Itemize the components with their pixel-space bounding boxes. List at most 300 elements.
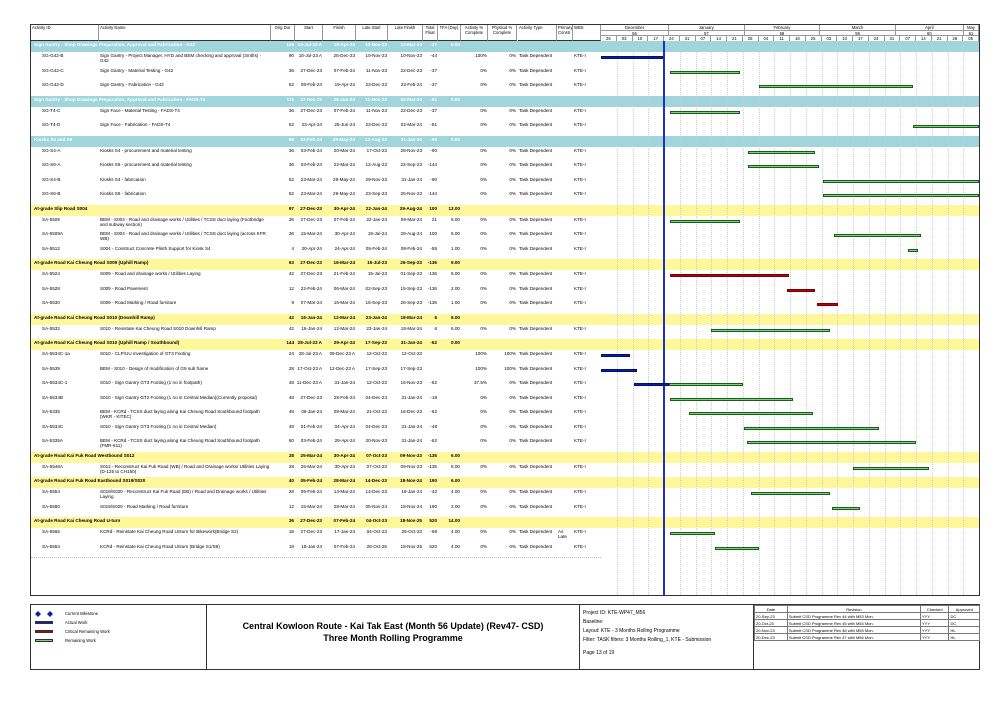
cell-dur: 52: [288, 191, 294, 196]
week-label: 05: [963, 35, 979, 41]
cell-dur: 12: [288, 285, 294, 291]
group-name: At-grade Road Kai Fuk Road Westbound S012: [34, 452, 135, 458]
cell-lf: 12-Oct-23: [401, 351, 422, 356]
cell-ls: 17-Sep-23: [365, 340, 387, 345]
cell-ls: 11-Nov-23: [365, 96, 387, 102]
cell-pcons: [557, 463, 573, 478]
group-name: Sign Gantry - Shop Drawings Preparation, Approval and Fabrication - FADS-T4: [34, 96, 206, 102]
cell-wbs: KTE-I: [574, 503, 586, 509]
activity-row: [31, 528, 601, 544]
cell-dur: 36: [288, 67, 294, 73]
cell-lf: 18-Mar-24: [400, 314, 422, 320]
cell-start: 16-Jan-24: [300, 314, 322, 320]
cell-dur: 28: [288, 452, 294, 458]
cell-tfa: 4.00: [451, 489, 460, 494]
cell-lf: 25-Nov-23: [400, 191, 422, 196]
activity-row: [31, 325, 601, 341]
cell-tf: -90: [430, 147, 437, 153]
cell-tf: -55: [430, 245, 437, 251]
activity-bar: [832, 507, 860, 510]
cell-tfa: 0.00: [451, 340, 460, 345]
cell-lf: 22-Feb-24: [400, 82, 422, 87]
cell-start: 10-Jul-23 A: [297, 42, 322, 47]
revision-cell: 20-Sep-23: [755, 613, 788, 620]
cell-start: 27-Dec-23: [300, 67, 322, 73]
cell-tfa: 4.00: [451, 543, 460, 549]
cell-finish: 22-Mar-24: [333, 162, 355, 167]
cell-tfa: [438, 365, 461, 380]
cell-dur: 36: [288, 216, 294, 222]
page-number: Page 13 of 19: [583, 650, 615, 656]
schedule-sheet: [30, 24, 980, 596]
cell-dur: 36: [288, 147, 294, 153]
cell-ac: 0%: [480, 409, 487, 414]
cell-tfa: [438, 81, 461, 96]
cell-start: 20-Apr-24: [301, 245, 322, 251]
cell-id: SA-5335: [42, 409, 60, 414]
cell-finish: 09-Dec-23 A: [329, 351, 355, 356]
gridline: [617, 41, 618, 595]
cell-start: 03-Feb-24: [300, 136, 322, 142]
week-label: 14: [916, 35, 932, 41]
week-label: 18: [790, 35, 806, 41]
cell-lf: 17-Sep-23: [400, 365, 422, 371]
cell-dur: 42: [288, 325, 294, 331]
cell-pcons: [557, 52, 573, 67]
cell-finish: 31-Jan-24: [334, 380, 355, 385]
revision-header: Checked: [921, 606, 949, 613]
wbs-group-row: [31, 339, 601, 350]
cell-tfa: 0.00: [451, 42, 460, 47]
cell-ls: 04-Dec-23: [365, 423, 387, 429]
cell-ac: 100%: [475, 53, 487, 58]
cell-pc: 0%: [509, 380, 516, 385]
cell-ls: 12-Oct-23: [366, 351, 387, 356]
legend-item: [35, 629, 110, 634]
activity-row: [31, 230, 601, 246]
cell-name: Sign Gantry - Material Testing - G42: [100, 67, 174, 73]
cell-type: Task Dependent: [519, 176, 553, 182]
activity-bar: [670, 71, 740, 74]
gridline: [790, 41, 791, 595]
cell-pc: 0%: [509, 107, 516, 113]
cell-start: 25-Mar-24: [300, 463, 322, 469]
revision-table: [753, 605, 980, 669]
cell-tfa: 1.00: [451, 245, 460, 251]
cell-tf: 190: [429, 503, 437, 509]
wbs-group-row: [31, 41, 601, 52]
cell-ac: 0%: [480, 216, 487, 222]
cell-type: Task Dependent: [519, 409, 553, 414]
cell-dur: 36: [288, 107, 294, 113]
gridline: [837, 41, 838, 595]
cell-type: Task Dependent: [519, 107, 553, 113]
cell-id: SA-5560: [42, 503, 60, 509]
cell-pcons: As Late: [558, 529, 567, 540]
cell-tfa: [438, 408, 461, 423]
cell-start: 23-Mar-24: [300, 191, 322, 196]
cell-tfa: 14.00: [448, 518, 460, 523]
cell-type: Task Dependent: [519, 300, 553, 305]
week-label: 14: [711, 35, 727, 41]
cell-tfa: 6.00: [451, 452, 460, 458]
cell-ls: 23-Dec-23: [365, 122, 387, 127]
cell-name: Sign Face - Material Testing - FADS-T4: [100, 107, 180, 113]
revision-cell: 20-Oct-23: [755, 620, 788, 627]
cell-tf: -37: [430, 82, 437, 87]
gridline: [806, 41, 807, 595]
cell-ac: 0%: [480, 394, 487, 400]
cell-type: Task Dependent: [519, 394, 553, 400]
cell-name: Sign Gantry - Project Manager, HYD and BEM checking and approval (3mths) - G42: [100, 53, 262, 64]
week-label: 31: [885, 35, 901, 41]
cell-pcons: [557, 350, 573, 365]
cell-ac: 0%: [480, 543, 487, 549]
cell-id: SA-5512: [42, 245, 60, 251]
cell-type: Task Dependent: [519, 231, 553, 236]
legend-swatch: [35, 621, 53, 624]
column-header: Total Float: [423, 25, 438, 41]
cell-ls: 10-Nov-23: [365, 42, 387, 47]
cell-ac: 0%: [480, 463, 487, 469]
week-label: 10: [633, 35, 649, 41]
activity-row: [31, 161, 601, 177]
cell-lf: 18-Nov-24: [400, 503, 422, 509]
cell-finish: 19-Apr-24: [334, 82, 355, 87]
cell-pc: 0%: [509, 394, 516, 400]
cell-name: S009 - Road and drainage works / Utilities Laying: [100, 271, 201, 276]
gridline: [633, 41, 634, 595]
cell-wbs: KTE-I: [574, 463, 586, 469]
cell-pcons: [557, 121, 573, 136]
column-header: Start: [295, 25, 323, 41]
cell-tf: -136: [427, 300, 437, 305]
activity-bar: [913, 125, 979, 128]
group-name: Kiosks S4 and S6: [34, 136, 73, 142]
cell-start: 22-Feb-24: [300, 285, 322, 291]
cell-start: 27-Dec-23: [300, 529, 322, 534]
gridline: [680, 41, 681, 595]
activity-row: [31, 379, 601, 395]
revision-grid: [754, 605, 980, 641]
cell-lf: 18-Mar-24: [400, 325, 422, 331]
week-label: 04: [759, 35, 775, 41]
cell-pc: 0%: [509, 176, 516, 182]
cell-finish: 17-Jan-24: [334, 529, 355, 534]
cell-tfa: 4.00: [451, 529, 460, 534]
revision-cell: DC: [949, 613, 980, 620]
cell-name: BEM - KCRd - TCSS duct laying along Kai Cheung Road Southbound footpath (FMR-611): [100, 438, 260, 449]
cell-pc: 0%: [509, 53, 516, 58]
cell-id: SA-5564: [42, 543, 60, 549]
cell-tf: 520: [429, 543, 437, 549]
legend-label: Actual Work: [65, 620, 88, 625]
cell-tfa: [438, 52, 461, 67]
activity-row: [31, 423, 601, 439]
activity-row: [31, 408, 601, 424]
legend-label: Critical Remaining Work: [65, 629, 110, 634]
cell-dur: 36: [288, 231, 294, 236]
cell-id: SA-5534C-1: [42, 380, 68, 385]
cell-pcons: [557, 543, 573, 558]
cell-start: 11-Dec-23 A: [296, 380, 322, 385]
cell-start: 23-Apr-24: [301, 122, 322, 127]
cell-finish: 30-Apr-24: [334, 231, 355, 236]
cell-ac: 100%: [475, 365, 487, 371]
cell-lf: 18-Nov-25: [400, 543, 422, 549]
gridline: [727, 41, 728, 595]
cell-ls: 15-Jul-23: [367, 271, 387, 276]
activity-row: [31, 216, 601, 232]
activity-row: [31, 245, 601, 261]
programme-subtitle: Three Month Rolling Programme: [323, 633, 463, 643]
activity-row: [31, 437, 601, 453]
cell-finish: 19-Apr-24: [333, 42, 355, 47]
revision-header: Date: [755, 606, 788, 613]
cell-name: BEM - S010 - Design of modification of G9 sub frame: [100, 365, 209, 371]
revision-cell: YYY: [921, 620, 949, 627]
baseline: Baseline:: [583, 619, 604, 625]
cell-dur: 9: [291, 300, 294, 305]
cell-type: Task Dependent: [519, 162, 553, 167]
cell-finish: 29-May-24: [333, 191, 355, 196]
cell-name: S010 - Sign Gantry GT2 Footing (1 no in Central Median)(Currently proposal): [100, 394, 258, 400]
cell-tfa: [438, 423, 461, 438]
cell-wbs: KTE-I: [574, 53, 586, 58]
gridline: [853, 41, 854, 595]
cell-lf: 16-Nov-23: [400, 380, 422, 385]
activity-row: [31, 147, 601, 163]
activity-bar: [747, 441, 917, 444]
column-header: Activity Name: [99, 25, 271, 41]
cell-finish: 25-Dec-23: [333, 53, 355, 58]
cell-tfa: 1.00: [451, 300, 460, 305]
cell-tfa: [438, 107, 461, 122]
cell-pc: 100%: [504, 351, 516, 356]
cell-name: Sign Face - Fabrication - FADS-T4: [100, 122, 171, 127]
activity-bar: [670, 274, 789, 277]
cell-dur: 36: [288, 162, 294, 167]
cell-id: SG-S6-A: [42, 162, 61, 167]
group-name: At-grade Road Kai Cheung Road S010 (Downhill Ramp): [34, 314, 155, 320]
cell-pcons: [557, 394, 573, 409]
cell-pcons: [557, 379, 573, 394]
cell-type: Task Dependent: [519, 463, 553, 469]
cell-dur: 42: [288, 314, 294, 320]
cell-ls: 05-Feb-24: [365, 245, 387, 251]
cell-id: SG-G42-D: [42, 82, 64, 87]
cell-start: 28-Jul-23 A: [297, 340, 322, 345]
cell-tfa: [438, 67, 461, 82]
group-name: Sign Gantry - Shop Drawings Preparation, Approval and Fabrication - G42: [34, 42, 195, 47]
cell-dur: 4: [291, 245, 294, 251]
cell-type: Task Dependent: [519, 325, 553, 331]
legend-item: [35, 638, 96, 643]
cell-pcons: [557, 147, 573, 162]
activity-bar: [853, 467, 930, 470]
cell-ls: 22-Jan-24: [365, 205, 387, 211]
cell-tfa: 9.00: [451, 260, 460, 265]
year-label: 59: [820, 30, 896, 35]
cell-start: 03-Feb-24: [300, 438, 322, 443]
cell-tf: -135: [427, 463, 437, 469]
cell-lf: 31-Jan-24: [400, 340, 422, 345]
cell-ac: 0%: [480, 107, 487, 113]
cell-dur: 48: [288, 423, 294, 429]
cell-name: S009 - Road Pavement: [100, 285, 148, 291]
cell-dur: 105: [286, 42, 294, 47]
activity-row: [31, 543, 601, 559]
month-label: May: [964, 25, 979, 30]
cell-lf: 13-Mar-24: [400, 42, 422, 47]
cell-wbs: KTE-I: [574, 394, 586, 400]
cell-lf: 10-Nov-23: [400, 53, 422, 58]
cell-type: Task Dependent: [519, 438, 553, 443]
cell-wbs: KTE-I: [574, 231, 586, 236]
cell-wbs: KTE-I: [574, 325, 586, 331]
week-label: 31: [680, 35, 696, 41]
page-footer: [30, 604, 980, 670]
cell-id: SA-5539: [42, 365, 60, 371]
cell-start: 15-Mar-24: [300, 231, 322, 236]
cell-finish: 16-Mar-24: [333, 260, 355, 265]
cell-pc: 0%: [509, 162, 516, 167]
cell-dur: 36: [288, 518, 294, 523]
cell-type: Task Dependent: [519, 529, 553, 534]
activity-row: [31, 350, 601, 366]
cell-dur: 90: [288, 53, 294, 58]
month-label: December: [601, 25, 669, 30]
cell-tf: -69: [430, 529, 437, 534]
cell-tf: 520: [429, 518, 437, 523]
week-label: 21: [727, 35, 743, 41]
column-header: Finish: [323, 25, 356, 41]
cell-type: Task Dependent: [519, 503, 553, 509]
cell-name: KCRd - Reinstate Kai Cheung Road Unturn for Bikework(Bridge S2): [100, 529, 239, 534]
year-label: 60: [896, 30, 964, 35]
activity-row: [31, 121, 601, 137]
cell-ls: 15-Jul-23: [367, 260, 387, 265]
cell-tfa: 6.00: [451, 478, 460, 483]
cell-tfa: 2.00: [451, 285, 460, 291]
cell-dur: 18: [288, 529, 294, 534]
cell-lf: 15-Sep-23: [400, 285, 422, 291]
cell-pc: 0%: [509, 503, 516, 509]
cell-pcons: [557, 81, 573, 96]
activity-row: [31, 285, 601, 301]
cell-lf: 18-Jan-24: [401, 489, 422, 494]
cell-pc: 0%: [509, 438, 516, 443]
cell-lf: 22-Sep-23: [400, 162, 422, 167]
cell-tfa: [438, 379, 461, 394]
cell-name: Kiosks S6 - fabrication: [100, 191, 146, 196]
cell-name: S009 - Road Marking / Road furniture: [100, 300, 177, 305]
cell-ac: 0%: [480, 231, 487, 236]
cell-id: SA-5509: [42, 216, 60, 222]
cell-ac: 0%: [480, 300, 487, 305]
cell-tfa: [438, 190, 461, 205]
cell-pc: 0%: [509, 543, 516, 549]
cell-finish: 12-Dec-23 A: [329, 365, 355, 371]
cell-id: SG-T4-C: [42, 107, 61, 113]
cell-ac: 0%: [480, 285, 487, 291]
group-name: At-grade Road Kai Cheung Road U-turn: [34, 518, 121, 523]
cell-tf: -90: [430, 136, 437, 142]
cell-tf: 21: [431, 216, 437, 222]
cell-tf: -44: [430, 53, 437, 58]
cell-ac: 100%: [475, 351, 487, 356]
cell-ls: 22-Jan-24: [366, 216, 387, 222]
cell-finish: 07-Feb-24: [333, 543, 355, 549]
cell-ls: 12-Oct-23: [366, 380, 387, 385]
cell-lf: 02-Mar-24: [400, 122, 422, 127]
activity-bar: [711, 329, 829, 332]
cell-tf: -136: [427, 271, 437, 276]
cell-type: Task Dependent: [519, 543, 553, 549]
cell-dur: 60: [288, 438, 294, 443]
cell-type: Task Dependent: [519, 245, 553, 251]
gridline: [869, 41, 870, 595]
cell-wbs: KTE-I: [574, 285, 586, 291]
cell-finish: 04-Apr-24: [334, 423, 355, 429]
group-name: At-grade Road Kai Cheung Road S010 (Uphill Ramp / Southbound): [34, 340, 180, 345]
cell-name: BEM - S004 - Road and drainage works / Utilities / TCSS duct laying (across KFR WB): [100, 231, 266, 242]
cell-tf: -91: [430, 96, 437, 102]
cell-dur: 48: [288, 394, 294, 400]
activity-bar: [670, 532, 715, 535]
cell-start: 23-Mar-24: [300, 176, 322, 182]
cell-ac: 0%: [480, 67, 487, 73]
wbs-group-row: [31, 517, 601, 528]
cell-lf: 18-Nov-25: [400, 518, 422, 523]
cell-dur: 52: [288, 82, 294, 87]
activity-bar: [670, 398, 793, 401]
wbs-group-row: [31, 259, 601, 270]
cell-type: Task Dependent: [519, 271, 553, 276]
cell-dur: 48: [288, 409, 294, 414]
week-label: 11: [774, 35, 790, 41]
week-label: 03: [822, 35, 838, 41]
cell-start: 10-Jul-23 A: [298, 53, 322, 58]
revision-cell: HL: [949, 634, 980, 641]
cell-pc: 0%: [509, 231, 516, 236]
cell-type: Task Dependent: [519, 67, 553, 73]
cell-ac: 0%: [480, 162, 487, 167]
cell-finish: 29-May-24: [332, 136, 355, 142]
cell-ac: 0%: [480, 438, 487, 443]
cell-ac: 0%: [480, 529, 487, 534]
column-header: Physical % Complete: [488, 25, 517, 41]
revision-cell: Submit CSD Programme Rev 45 with M54 Mon.: [787, 620, 920, 627]
cell-tf: -136: [427, 260, 437, 265]
week-label: 24: [664, 35, 680, 41]
cell-ls: 28-Oct-25: [366, 543, 387, 549]
cell-ac: 0%: [480, 147, 487, 153]
cell-name: KCRd - Reinstate Kai Cheung Road Unturn (Bridge S1/S9): [100, 543, 220, 549]
cell-lf: 09-Nov-23: [400, 452, 422, 458]
cell-type: Task Dependent: [519, 216, 553, 222]
activity-bar: [601, 369, 637, 372]
cell-start: 27-Dec-23: [300, 518, 322, 523]
cell-wbs: KTE-I: [574, 107, 586, 113]
column-header: Late Finish: [388, 25, 423, 41]
cell-start: 27-Dec-23: [300, 205, 322, 211]
cell-start: 27-Dec-23: [300, 260, 322, 265]
cell-id: SG-G42-C: [42, 67, 64, 73]
cell-name: BEM - S004 - Road and drainage works / Utilities / TCSS duct laying (Footbridge and subway section): [100, 216, 264, 227]
wbs-group-row: [31, 452, 601, 463]
cell-dur: 28: [288, 489, 294, 494]
